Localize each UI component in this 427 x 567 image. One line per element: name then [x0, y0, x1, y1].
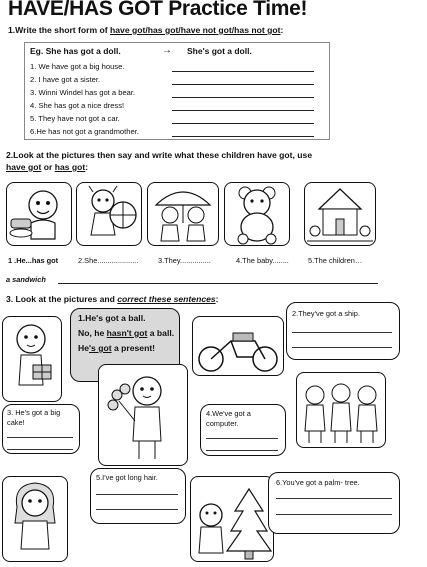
or-word: or — [41, 162, 55, 172]
bubble3-answer-line-2[interactable] — [7, 449, 73, 450]
sentence-4: 4. She has got a nice dress! — [30, 101, 125, 110]
caption-4: 4.The baby........ — [236, 256, 289, 265]
section2-answer-line[interactable] — [58, 283, 378, 284]
picture-three-children — [296, 372, 386, 448]
picture-boy-flowers — [98, 364, 188, 466]
section3-colon: : — [215, 294, 219, 304]
section3-emphasis: correct these sentences — [117, 294, 216, 304]
bubble2-answer-line-2[interactable] — [292, 347, 392, 348]
picture-boy-present — [2, 316, 62, 402]
section2-colon: : — [85, 162, 89, 172]
section2-heading: 2.Look at the pictures then say and write what these children have got, use — [6, 150, 313, 160]
bubble4-answer-line-1[interactable] — [206, 438, 278, 439]
sentence-6: 6.He has not got a grandmother. — [30, 127, 139, 136]
bubble3-answer-line-1[interactable] — [7, 437, 73, 438]
example-sentence: Eg. She has got a doll. — [30, 46, 121, 56]
boy-flowers-icon — [99, 365, 187, 465]
caption-2: 2.She.................... — [78, 256, 139, 265]
section2-heading-line2 — [6, 162, 88, 172]
bubble3-line2: cake! — [7, 418, 25, 427]
bubble1-no: No, he — [78, 328, 107, 338]
section1-colon: : — [280, 25, 284, 35]
bubble1-line3 — [78, 341, 155, 356]
bubble4-line2: computer. — [206, 419, 239, 428]
sentence-1: 1. We have got a big house. — [30, 62, 125, 71]
picture-motorbike — [192, 316, 284, 376]
bubble1-he: He — [78, 343, 89, 353]
boy-tree-icon — [191, 477, 273, 561]
bubble6-text: 6.You've got a palm- tree. — [276, 478, 360, 487]
section1-heading — [8, 25, 283, 35]
teddy-bear-icon — [225, 183, 289, 245]
gingerbread-house-icon — [305, 183, 375, 245]
section1-forms: have got/has got/have not got/has not got — [110, 25, 281, 35]
answer-line-3[interactable] — [172, 97, 314, 98]
bubble4-line1: 4.We've got a — [206, 409, 251, 418]
picture-boy-tree — [190, 476, 274, 562]
picture-children-umbrella — [147, 182, 219, 246]
example-answer: She's got a doll. — [187, 46, 252, 56]
picture-boy-sandwich — [6, 182, 72, 246]
bubble2-answer-line-1[interactable] — [292, 332, 392, 333]
picture-girl-ball — [76, 182, 142, 246]
bubble5-text: 5.I've got long hair. — [96, 473, 158, 482]
bubble6-answer-line-1[interactable] — [276, 498, 392, 499]
sentence-2: 2. I have got a sister. — [30, 75, 101, 84]
section3-heading-text: 3. Look at the pictures and — [6, 294, 118, 304]
picture-girl-hair — [2, 476, 68, 562]
bubble5-answer-line-1[interactable] — [96, 494, 178, 495]
motorbike-icon — [193, 317, 283, 375]
caption-1: 1 .He...has got — [8, 256, 59, 265]
girl-ball-icon — [77, 183, 141, 245]
bubble1-s-got: 's got — [89, 343, 112, 353]
girl-long-hair-icon — [3, 477, 67, 561]
boy-sandwich-icon — [7, 183, 71, 245]
bubble3-line1: 3. He's got a big — [7, 408, 61, 417]
bubble5-answer-line-2[interactable] — [96, 509, 178, 510]
bubble1-line2 — [78, 326, 174, 341]
bubble4-answer-line-2[interactable] — [206, 450, 278, 451]
bubble1-a-ball: a ball. — [147, 328, 175, 338]
answer-continuation: a sandwich — [6, 275, 46, 284]
page-title: HAVE/HAS GOT Practice Time! — [8, 0, 308, 20]
have-got-term: have got — [6, 162, 42, 172]
bubble1-line1: 1.He's got a ball. — [78, 313, 146, 323]
bubble2-text: 2.They've got a ship. — [292, 309, 360, 318]
sentence-3: 3. Winni Windel has got a bear. — [30, 88, 136, 97]
bubble6-answer-line-2[interactable] — [276, 514, 392, 515]
three-children-icon — [297, 373, 385, 447]
picture-children-house — [304, 182, 376, 246]
boy-present-icon — [3, 317, 61, 401]
section1-heading-text: 1.Write the short form of — [8, 25, 111, 35]
answer-line-1[interactable] — [172, 71, 314, 72]
answer-line-4[interactable] — [172, 110, 314, 111]
children-umbrella-icon — [148, 183, 218, 245]
caption-5: 5.The children… — [308, 256, 363, 265]
picture-baby-teddy — [224, 182, 290, 246]
bubble1-present: a present! — [111, 343, 156, 353]
section3-heading — [6, 294, 219, 304]
answer-line-2[interactable] — [172, 84, 314, 85]
answer-line-6[interactable] — [172, 136, 314, 137]
sentence-5: 5. They have not got a car. — [30, 114, 120, 123]
has-got-term: has got — [54, 162, 86, 172]
caption-3: 3.They............... — [158, 256, 211, 265]
bubble1-hasnt-got: hasn't got — [106, 328, 148, 338]
answer-line-5[interactable] — [172, 123, 314, 124]
example-arrow: → — [162, 45, 172, 56]
